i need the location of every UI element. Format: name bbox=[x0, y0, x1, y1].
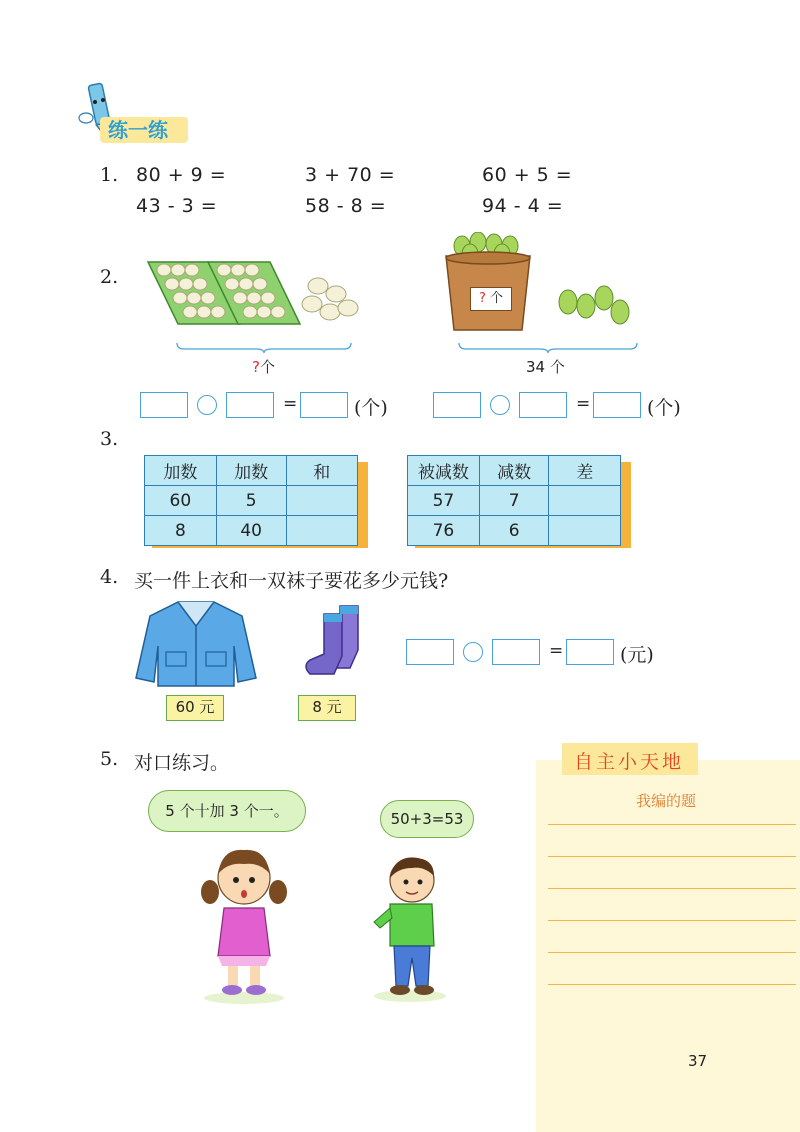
operator-circle[interactable] bbox=[197, 395, 217, 415]
page-number: 37 bbox=[688, 1052, 708, 1070]
q1-item: 94 - 4 = bbox=[482, 195, 564, 217]
girl-speech-bubble: 5 个十加 3 个一。 bbox=[148, 790, 306, 832]
q1-item: 60 + 5 = bbox=[482, 164, 573, 186]
answer-box[interactable] bbox=[140, 392, 188, 418]
boy-speech-bubble: 50+3=53 bbox=[380, 800, 474, 838]
answer-box[interactable] bbox=[406, 639, 454, 665]
subtraction-table bbox=[407, 455, 621, 546]
egg-trays-icon bbox=[140, 250, 370, 332]
table-cell: 40 bbox=[216, 516, 286, 546]
answer-box[interactable] bbox=[566, 639, 614, 665]
table-cell: 6 bbox=[479, 516, 549, 546]
table-header: 加数 bbox=[216, 456, 286, 486]
q1-item: 3 + 70 = bbox=[305, 164, 396, 186]
girl-illustration-icon bbox=[196, 838, 292, 1006]
writing-line bbox=[548, 888, 796, 889]
answer-box[interactable] bbox=[300, 392, 348, 418]
table-cell: 5 bbox=[216, 486, 286, 516]
equals-sign: = bbox=[576, 394, 591, 414]
q1-number: 1. bbox=[100, 164, 119, 186]
answer-cell[interactable] bbox=[286, 516, 357, 546]
jacket-price-tag: 60 元 bbox=[166, 695, 224, 721]
table-cell: 7 bbox=[479, 486, 549, 516]
answer-cell[interactable] bbox=[286, 486, 357, 516]
pear-basket-icon bbox=[440, 232, 640, 334]
writing-line bbox=[548, 952, 796, 953]
q3-number: 3. bbox=[100, 428, 119, 450]
table-header: 和 bbox=[286, 456, 357, 486]
table-cell: 76 bbox=[408, 516, 480, 546]
sidebar-subtitle: 我编的题 bbox=[636, 792, 697, 810]
answer-box[interactable] bbox=[433, 392, 481, 418]
socks-price-tag: 8 元 bbox=[298, 695, 356, 721]
left-brace bbox=[176, 338, 352, 348]
q4-question: 买一件上衣和一双袜子要花多少元钱? bbox=[134, 570, 449, 592]
equals-sign: = bbox=[549, 641, 564, 661]
q1-item: 43 - 3 = bbox=[136, 195, 218, 217]
table-header: 加数 bbox=[145, 456, 217, 486]
right-count-label: 34 个 bbox=[526, 358, 565, 376]
writing-line bbox=[548, 984, 796, 985]
table-header: 减数 bbox=[479, 456, 549, 486]
unit-label: (元) bbox=[620, 644, 654, 666]
q4-number: 4. bbox=[100, 566, 119, 588]
writing-line bbox=[548, 920, 796, 921]
operator-circle[interactable] bbox=[490, 395, 510, 415]
unit-label: (个) bbox=[354, 397, 388, 419]
writing-line bbox=[548, 856, 796, 857]
section-title: 练一练 bbox=[108, 118, 168, 142]
jacket-icon bbox=[134, 596, 258, 688]
q5-number: 5. bbox=[100, 748, 119, 770]
answer-box[interactable] bbox=[492, 639, 540, 665]
table-header: 被减数 bbox=[408, 456, 480, 486]
table-cell: 60 bbox=[145, 486, 217, 516]
table-header: 差 bbox=[549, 456, 621, 486]
answer-box[interactable] bbox=[593, 392, 641, 418]
table-cell: 57 bbox=[408, 486, 480, 516]
q1-item: 80 + 9 = bbox=[136, 164, 227, 186]
left-count-label: ?个 bbox=[252, 358, 275, 376]
unit-label: (个) bbox=[647, 397, 681, 419]
boy-illustration-icon bbox=[366, 850, 452, 1002]
sidebar-panel bbox=[536, 760, 800, 1132]
answer-box[interactable] bbox=[519, 392, 567, 418]
operator-circle[interactable] bbox=[463, 642, 483, 662]
q1-item: 58 - 8 = bbox=[305, 195, 387, 217]
table-cell: 8 bbox=[145, 516, 217, 546]
equals-sign: = bbox=[283, 394, 298, 414]
sidebar-title: 自主小天地 bbox=[574, 751, 685, 773]
q2-number: 2. bbox=[100, 266, 119, 288]
basket-label: ? 个 bbox=[470, 287, 512, 311]
writing-line bbox=[548, 824, 796, 825]
socks-icon bbox=[298, 600, 378, 680]
q5-question: 对口练习。 bbox=[134, 752, 230, 774]
answer-cell[interactable] bbox=[549, 516, 621, 546]
answer-cell[interactable] bbox=[549, 486, 621, 516]
addition-table bbox=[144, 455, 358, 546]
answer-box[interactable] bbox=[226, 392, 274, 418]
right-brace bbox=[458, 338, 638, 348]
